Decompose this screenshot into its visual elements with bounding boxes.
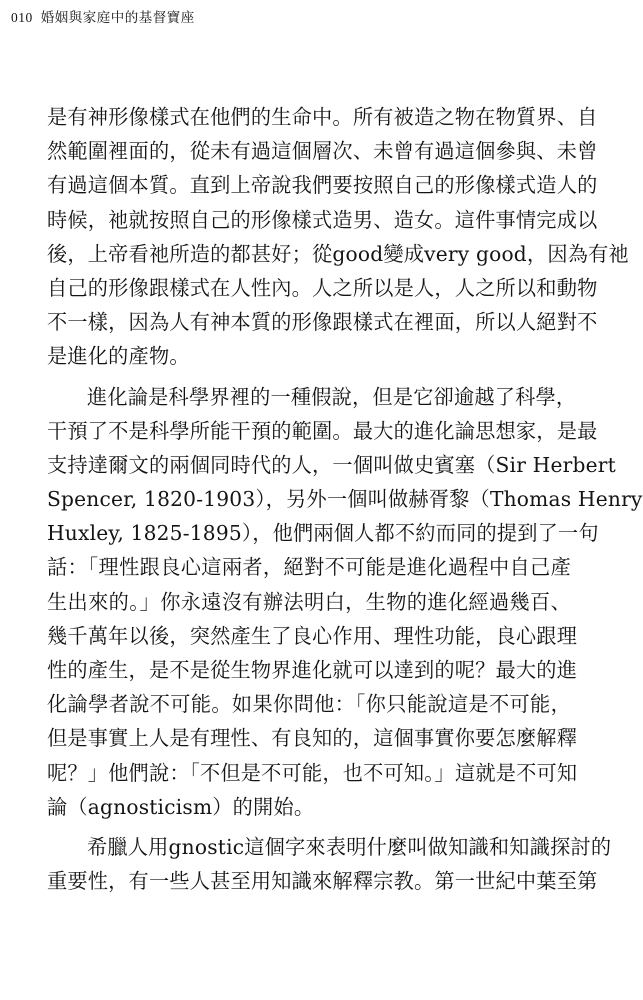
text-line: 不一樣，因為人有神本質的形像跟樣式在裡面，所以人絕對不 — [47, 310, 598, 335]
text-line: 時候，祂就按照自己的形像樣式造男、造女。這件事情完成以 — [47, 207, 598, 232]
text-line: 是進化的產物。 — [47, 344, 190, 369]
text-line: 後，上帝看祂所造的都甚好；從good變成very good，因為有祂 — [47, 241, 629, 266]
text-line: 干預了不是科學所能干預的範圍。最大的進化論思想家，是最 — [47, 418, 598, 443]
text-line: 重要性，有一些人甚至用知識來解釋宗教。第一世紀中葉至第 — [47, 869, 598, 894]
text-line: 有過這個本質。直到上帝說我們要按照自己的形像樣式造人的 — [47, 173, 598, 198]
text-line: 論（agnosticism）的開始。 — [47, 794, 315, 819]
text-line: 呢？」他們說：「不但是不可能，也不可知。」這就是不可知 — [47, 760, 578, 785]
text-line: Spencer, 1820-1903），另外一個叫做赫胥黎（Thomas Henry — [47, 487, 643, 512]
page-number: 010 — [11, 10, 33, 25]
text-line: 幾千萬年以後，突然產生了良心作用、理性功能，良心跟理 — [47, 623, 578, 648]
paragraph — [47, 100, 629, 374]
text-line: 自己的形像跟樣式在人性內。人之所以是人，人之所以和動物 — [47, 275, 598, 300]
text-line: 性的產生，是不是從生物界進化就可以達到的呢？最大的進 — [47, 658, 578, 682]
text-line: 然範圍裡面的，從未有過這個層次、未曾有過這個參與、未曾 — [47, 139, 598, 164]
paragraph — [47, 380, 643, 824]
text-line: 話：「理性跟良心這兩者，絕對不可能是進化過程中自己產 — [47, 555, 571, 580]
text-line: 進化論是科學界裡的一種假說，但是它卻逾越了科學， — [87, 384, 577, 409]
book-title: 婚姻與家庭中的基督寶座 — [40, 10, 195, 26]
text-line: 化論學者說不可能。如果你問他：「你只能說這是不可能， — [47, 692, 571, 717]
text-line: Huxley, 1825-1895），他們兩個人都不約而同的提到了一句 — [47, 521, 599, 546]
text-line: 希臘人用gnostic這個字來表明什麼叫做知識和知識探討的 — [87, 834, 612, 859]
running-header — [11, 9, 195, 27]
text-line: 生出來的。」你永遠沒有辦法明白，生物的進化經過幾百、 — [47, 589, 571, 614]
body-text — [47, 100, 643, 898]
paragraph — [47, 830, 612, 898]
text-line: 但是事實上人是有理性、有良知的，這個事實你要怎麼解釋 — [47, 726, 578, 751]
text-line: 是有神形像樣式在他們的生命中。所有被造之物在物質界、自 — [47, 105, 598, 129]
text-line: 支持達爾文的兩個同時代的人，一個叫做史賓塞（Sir Herbert — [47, 452, 616, 477]
